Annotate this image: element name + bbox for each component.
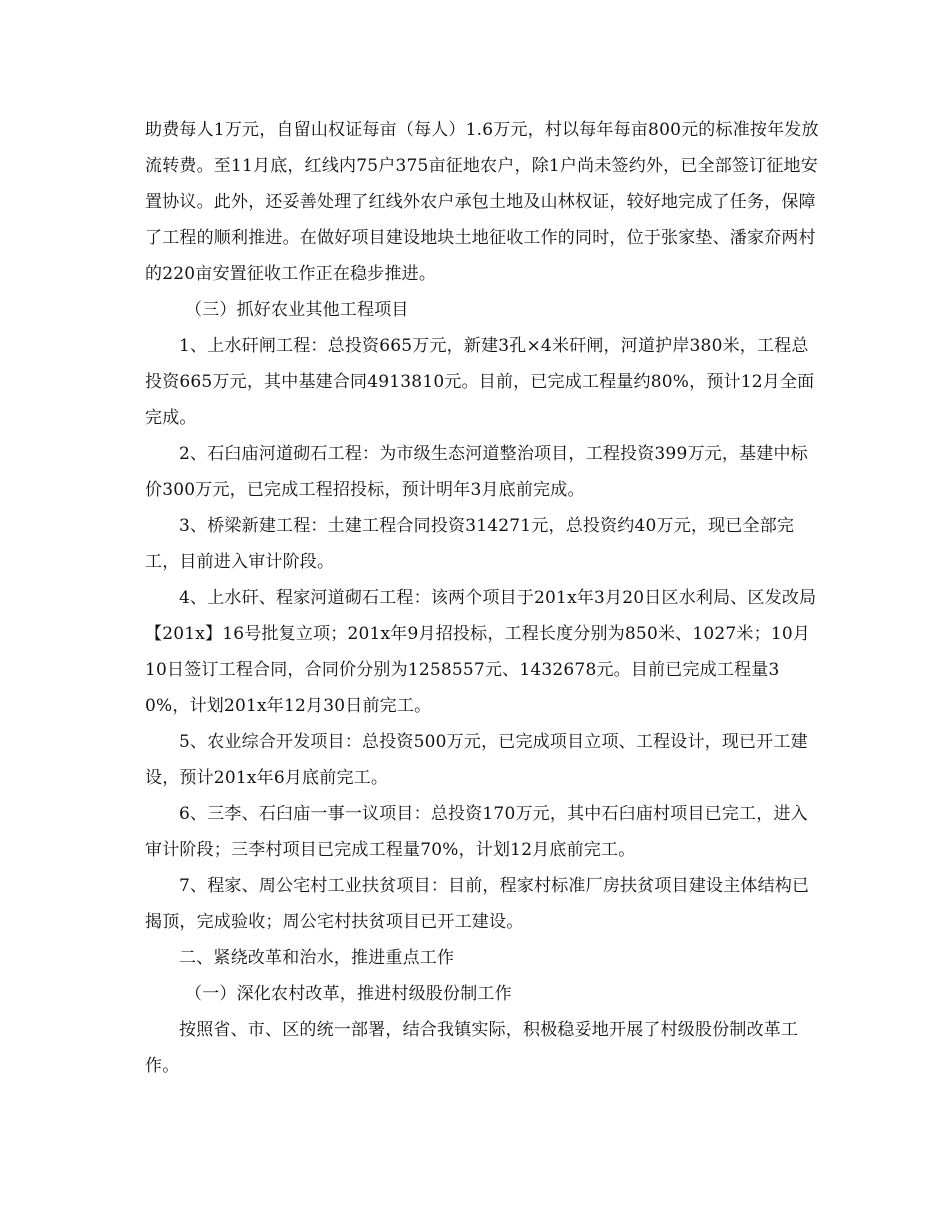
paragraph-item-5: 5、农业综合开发项目：总投资500万元，已完成项目立项、工程设计，现已开工建设，预计201x年6月底前完工。 xyxy=(145,732,808,788)
paragraph-land-compensation: 助费每人1万元，自留山权证每亩（每人）1.6万元，村以每年每亩800元的标准按年发放流转费。至11月底，红线内75户375亩征地农户，除1户尚未签约外，已全部签订征地安置协议。此外，还妥善处理了红线外农户承包土地及山林权证，较好地完成了任务，保障了工程的顺利推进。在做好项目建设地块土地征收工作的同时，位于张家垫、潘家夼两村的220亩安置征收工作正在稳步推进。 xyxy=(145,120,819,284)
section-heading-reform: 二、紧绕改革和治水，推进重点工作 xyxy=(179,948,455,968)
paragraph-item-2: 2、石臼庙河道砌石工程：为市级生态河道整治项目，工程投资399万元，基建中标价300万元，已完成工程招投标，预计明年3月底前完成。 xyxy=(145,444,808,500)
paragraph-item-4: 4、上水矸、程家河道砌石工程：该两个项目于201x年3月20日区水利局、区发改局【201x】16号批复立项；201x年9月招投标，工程长度分别为850米、1027米；10月10日签订工程合同，合同价分别为1258557元、1432678元。目前已完成工程量30%，计划201x年12月30日前完工。 xyxy=(145,588,817,716)
paragraph-item-6: 6、三李、石臼庙一事一议项目：总投资170万元，其中石臼庙村项目已完工，进入审计阶段；三李村项目已完成工程量70%，计划12月底前完工。 xyxy=(145,804,808,860)
section-heading-rural-reform: （一）深化农村改革，推进村级股份制工作 xyxy=(185,984,512,1004)
paragraph-item-3: 3、桥梁新建工程：土建工程合同投资314271元，总投资约40万元，现已全部完工，目前进入审计阶段。 xyxy=(145,516,795,572)
paragraph-shareholding-reform: 按照省、市、区的统一部署，结合我镇实际，积极稳妥地开展了村级股份制改革工作。 xyxy=(145,1020,799,1076)
document-body xyxy=(145,112,820,1084)
section-heading-other-projects: （三）抓好农业其他工程项目 xyxy=(185,300,409,320)
paragraph-item-7: 7、程家、周公宅村工业扶贫项目：目前，程家村标准厂房扶贫项目建设主体结构已揭顶，完成验收；周公宅村扶贫项目已开工建设。 xyxy=(145,876,810,932)
paragraph-item-1: 1、上水矸闸工程：总投资665万元，新建3孔×4米矸闸，河道护岸380米，工程总投资665万元，其中基建合同4913810元。目前，已完成工程量约80%，预计12月全面完成。 xyxy=(145,336,815,428)
